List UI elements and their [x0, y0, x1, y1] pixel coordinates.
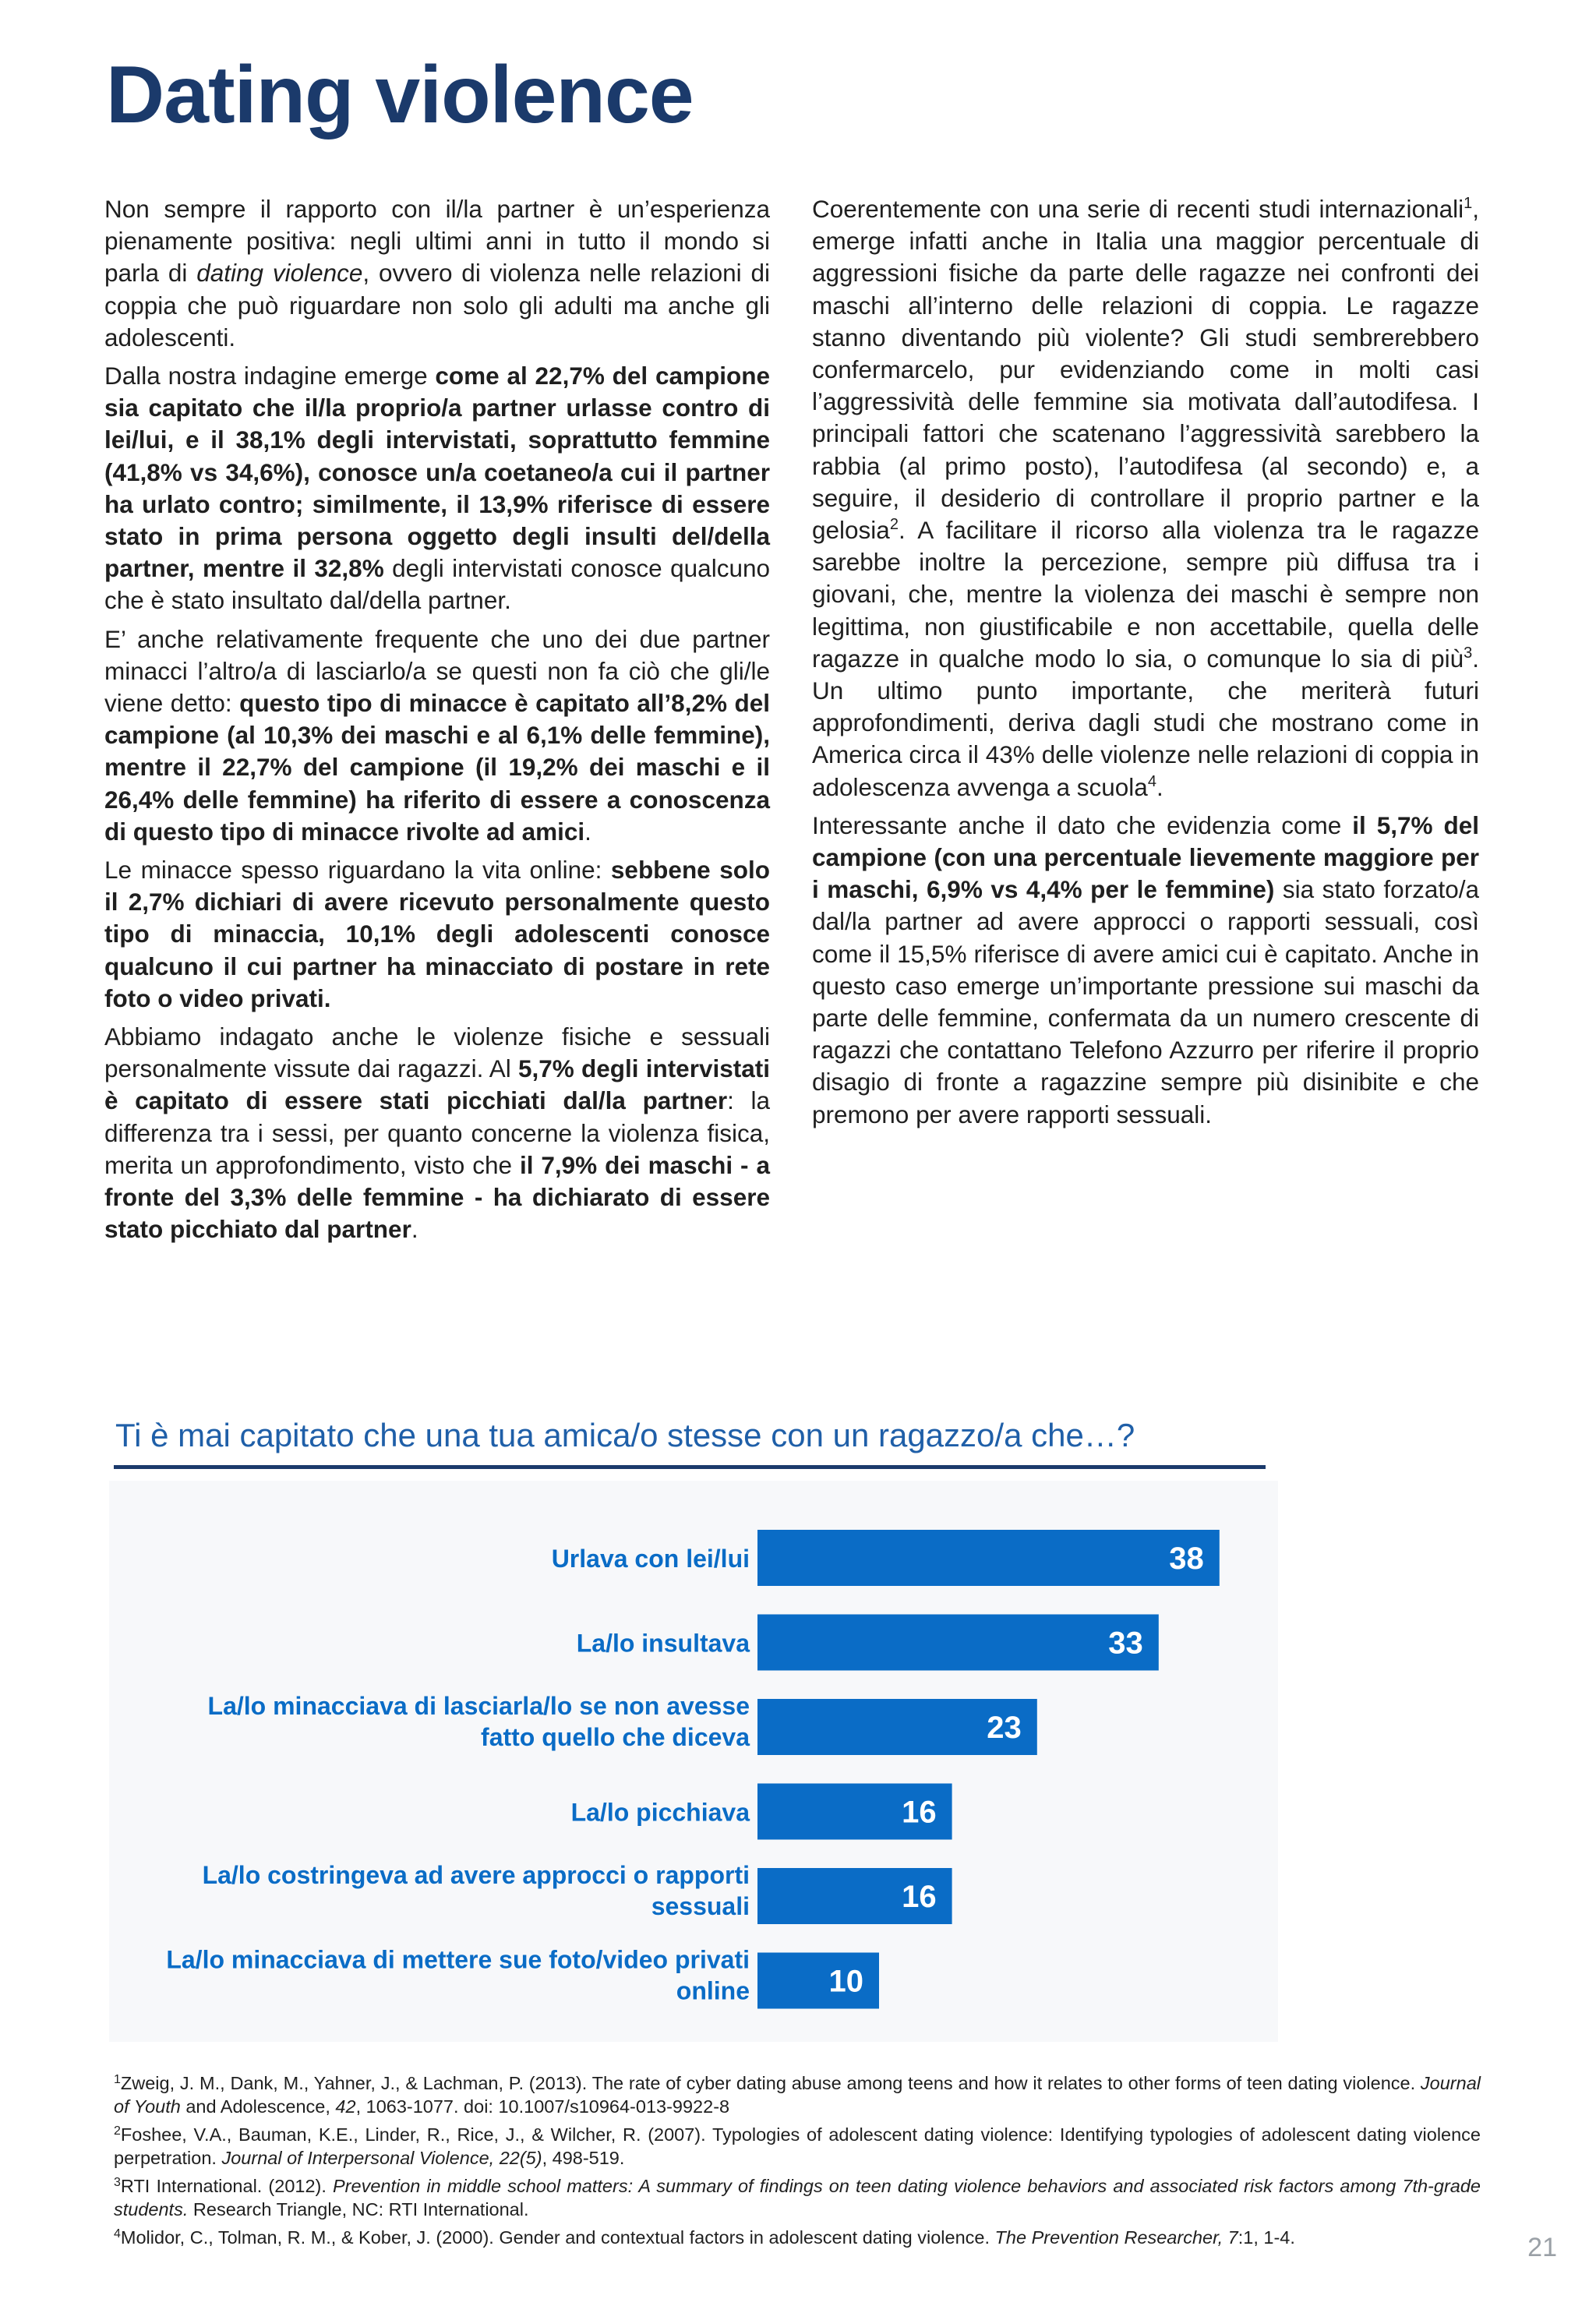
text-run: Zweig, J. M., Dank, M., Yahner, J., & Lachman, P. (2013). The rate of cyber dating abuse among teens and how it relates to other forms of teen dating violence.: [120, 2073, 1421, 2093]
footnotes-paragraph: [114, 2226, 1481, 2249]
text-run: Dalla nostra indagine emerge: [104, 362, 436, 390]
category-label: La/lo picchiava: [570, 1798, 750, 1827]
footnote-ref: 1: [114, 2073, 121, 2086]
bar-chart-svg: [109, 1481, 1278, 2042]
category-label: La/lo minacciava di mettere sue foto/video privati: [166, 1945, 750, 1974]
footnotes-paragraph: [114, 2071, 1481, 2118]
footnotes-paragraph: [114, 2174, 1481, 2221]
text-run: The Prevention Researcher, 7: [994, 2227, 1238, 2248]
category-label: online: [676, 1976, 750, 2005]
bar-value-label: 33: [1108, 1626, 1143, 1661]
right-column-paragraph: [812, 193, 1479, 803]
category-label: Urlava con lei/lui: [551, 1545, 750, 1573]
text-run: Abbiamo indagato anche le violenze fisiche e sessuali personalmente vissute dai ragazzi. Al: [104, 1022, 770, 1083]
text-run: Le minacce spesso riguardano la vita online:: [104, 856, 611, 885]
footnote-ref: 1: [1464, 195, 1473, 212]
page-number: 21: [1527, 2233, 1557, 2262]
text-run: 42: [335, 2096, 356, 2117]
footnotes: [114, 2071, 1481, 2254]
text-run: E’ anche relativamente frequente che uno dei due partner minacci l’altro/a di lasciarlo/a se questi non fa ciò che gli/le viene detto:: [104, 624, 770, 718]
text-run: , emerge infatti anche in Italia una maggior percentuale di aggressioni fisiche da parte delle ragazze nei confronti dei maschi all’interno delle relazioni di coppia. Le ragazze stanno diventando più violente? Gli studi sembrerebbero confermarcelo, pur evidenziando come in molti casi l’aggressività delle femmine sia motivata dall’autodifesa. I principali fattori che scatenano l’aggressività sarebbero la rabbia (al primo posto), l’autodifesa (al secondo) e, a seguire, il desiderio di controllare il proprio partner e la gelosia: [812, 195, 1479, 545]
text-run: Journal of Youth: [114, 2073, 1481, 2117]
text-run: .: [584, 817, 591, 846]
category-label: fatto quello che diceva: [481, 1723, 750, 1751]
text-run: 5,7% degli intervistati è capitato di essere stati picchiati dal/la partner: [104, 1054, 770, 1115]
text-run: Journal of Interpersonal Violence, 22(5): [221, 2148, 542, 2168]
left-column-paragraph: [104, 193, 770, 354]
text-run: . A facilitare il ricorso alla violenza tra le ragazze sarebbe inoltre la percezione, sempre più diffusa tra i giovani, che, mentre la violenza dei maschi è sempre non legittima, non giustificabile e non accettabile, quella delle ragazze in qualche modo lo sia, o comunque lo sia di più: [812, 516, 1479, 673]
footnote-ref: 3: [1464, 644, 1473, 662]
category-label: La/lo minacciava di lasciarla/lo se non avesse: [207, 1692, 750, 1720]
bar-value-label: 38: [1169, 1541, 1204, 1576]
text-run: . Un ultimo punto importante, che meriterà futuri approfondimenti, deriva dagli studi che mostrano come in America circa il 43% delle violenze nelle relazioni di coppia in adolescenza avvenga a scuola: [812, 644, 1479, 801]
page-title: Dating violence: [106, 50, 694, 140]
bar-chart: [109, 1481, 1278, 2042]
bar-value-label: 23: [987, 1711, 1022, 1745]
footnote-ref: 4: [1147, 772, 1156, 790]
text-run: Coerentemente con una serie di recenti studi internazionali: [812, 195, 1464, 223]
text-run: , ovvero di violenza nelle relazioni di coppia che può riguardare non solo gli adulti ma anche gli adolescenti.: [104, 259, 770, 351]
chart-title: Ti è mai capitato che una tua amica/o stesse con un ragazzo/a che…?: [115, 1417, 1135, 1453]
right-column-paragraph: [812, 810, 1479, 1131]
text-run: degli intervistati conosce qualcuno che è stato insultato dal/della partner.: [104, 554, 771, 615]
text-run: Molidor, C., Tolman, R. M., & Kober, J. (2000). Gender and contextual factors in adolescent dating violence.: [120, 2227, 995, 2248]
text-run: sia stato forzato/a dal/la partner ad avere approcci o rapporti sessuali, così come il 15,5% riferisce di avere amici cui è capitato. Anche in questo caso emerge un’importante pressione sui maschi da parte delle femmine, confermata da un numero crescente di ragazzi che contattano Telefono Azzurro per riferire il proprio disagio di fronte a ragazzine sempre più disinibite e che premono per avere rapporti sessuali.: [812, 875, 1479, 1128]
text-run: dating violence: [196, 259, 363, 288]
footnotes-paragraph: [114, 2123, 1481, 2170]
category-label: La/lo insultava: [576, 1629, 750, 1658]
right-column: [812, 193, 1479, 1137]
text-run: Foshee, V.A., Bauman, K.E., Linder, R., Rice, J., & Wilcher, R. (2007). Typologies of adolescent dating violence: Identifying typologies of adolescent dating violence perpetration.: [114, 2124, 1481, 2168]
text-run: il 7,9% dei maschi - a fronte del 3,3% delle femmine - ha dichiarato di essere stato picchiato dal partner: [104, 1150, 770, 1244]
text-run: Prevention in middle school matters: A summary of findings on teen dating violence behaviors and associated risk factors among 7th-grade students.: [114, 2176, 1481, 2219]
bar-value-label: 10: [828, 1964, 863, 1999]
chart-title-underline: [114, 1465, 1266, 1469]
text-run: , 498-519.: [542, 2148, 625, 2168]
text-run: questo tipo di minacce è capitato all’8,2% del campione (al 10,3% dei maschi e al 6,1% delle femmine), mentre il 22,7% del campione (il 19,2% dei maschi e il 26,4% delle femmine) ha riferito di essere a conoscenza di questo tipo di minacce rivolte ad amici: [104, 689, 770, 846]
bar: [757, 1615, 1159, 1671]
text-run: .: [411, 1215, 418, 1244]
bar-value-label: 16: [902, 1880, 937, 1914]
footnote-ref: 4: [114, 2227, 121, 2241]
text-run: and Adolescence,: [180, 2096, 336, 2117]
footnote-ref: 2: [114, 2124, 121, 2138]
category-label: sessuali: [651, 1892, 750, 1920]
text-run: il 5,7% del campione (con una percentuale lievemente maggiore per i maschi, 6,9% vs 4,4% per le femmine): [812, 810, 1479, 904]
text-run: sebbene solo il 2,7% dichiari di avere ricevuto personalmente questo tipo di minaccia, 10,1% degli adolescenti conosce qualcuno il cui partner ha minacciato di postare in rete foto o video privati.: [104, 856, 770, 1012]
left-column-paragraph: [104, 1021, 770, 1245]
text-run: .: [1156, 772, 1163, 801]
footnote-ref: 2: [889, 516, 899, 534]
text-run: RTI International. (2012).: [120, 2176, 333, 2196]
text-run: Interessante anche il dato che evidenzia come: [812, 810, 1353, 839]
bar-value-label: 16: [902, 1795, 937, 1830]
category-label: La/lo costringeva ad avere approcci o rapporti: [202, 1861, 750, 1889]
left-column-paragraph: [104, 623, 770, 848]
text-run: :1, 1-4.: [1238, 2227, 1295, 2248]
footnote-ref: 3: [114, 2176, 121, 2189]
left-column-paragraph: [104, 360, 770, 617]
text-run: Non sempre il rapporto con il/la partner è un’esperienza pienamente positiva: negli ultimi anni in tutto il mondo si parla di: [104, 195, 770, 288]
text-run: , 1063-1077. doi: 10.1007/s10964-013-9922-8: [355, 2096, 730, 2117]
text-run: come al 22,7% del campione sia capitato che il/la proprio/a partner urlasse contro di lei/lui, e il 38,1% degli intervistati, soprattutto femmine (41,8% vs 34,6%), conosce un/a coetaneo/a cui il partner ha urlato contro; similmente, il 13,9% riferisce di essere stato in prima persona oggetto degli insulti del/della partner, mentre il 32,8%: [104, 362, 770, 583]
text-run: : la differenza tra i sessi, per quanto concerne la violenza fisica, merita un approfondimento, visto che: [104, 1086, 770, 1179]
left-column-paragraph: [104, 854, 770, 1015]
text-run: Research Triangle, NC: RTI International.: [188, 2199, 529, 2219]
left-column: [104, 193, 770, 1252]
bar: [757, 1530, 1220, 1586]
